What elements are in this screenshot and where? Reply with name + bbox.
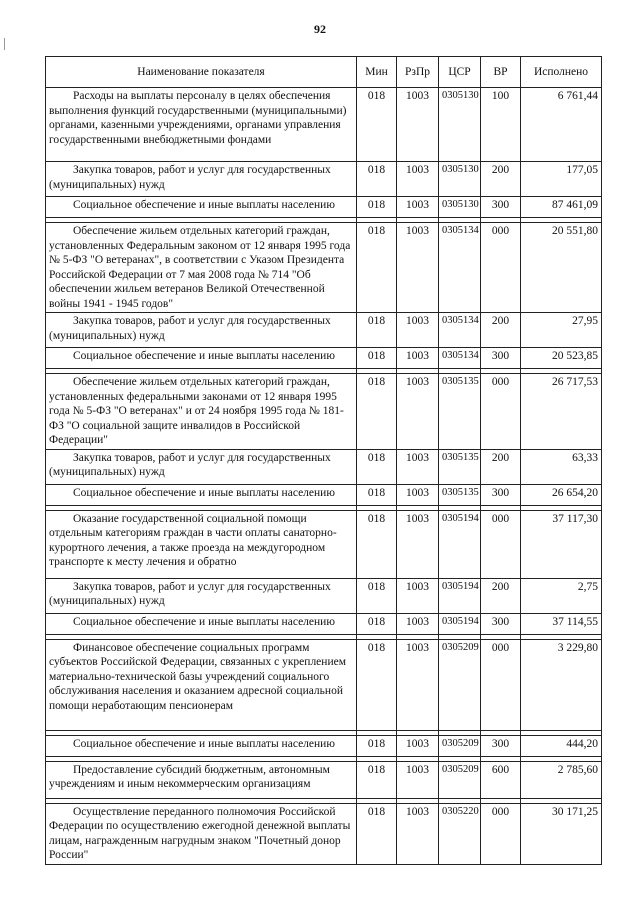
rzpr-cell: 1003 xyxy=(397,510,439,578)
table-row xyxy=(46,803,602,864)
vr-cell: 000 xyxy=(481,374,521,450)
vr-cell: 100 xyxy=(481,88,521,162)
page-number: 92 xyxy=(314,22,326,36)
indicator-name-cell xyxy=(46,374,357,450)
amount-cell: 37 117,30 xyxy=(521,510,602,578)
indicator-name-cell xyxy=(46,735,357,756)
vr-cell: 000 xyxy=(481,639,521,730)
amount-cell: 6 761,44 xyxy=(521,88,602,162)
indicator-name: Расходы на выплаты персоналу в целях обеспечения выполнения функций государственными (муниципальными) органами, казенными учреждениями, органами управления государственными внебюджетными фондами xyxy=(49,90,347,146)
table-body xyxy=(46,88,602,865)
indicator-name: Обеспечение жильем отдельных категорий граждан, установленных федеральными законами от 12 января 1995 года № 5-ФЗ "О ветеранах" и от 24 ноября 1995 года № 181-ФЗ "О социальной защите инвалидов в Российской Федерации" xyxy=(49,376,344,446)
amount-cell: 30 171,25 xyxy=(521,803,602,864)
indicator-name-cell xyxy=(46,613,357,634)
indicator-name-cell xyxy=(46,162,357,197)
indicator-name: Социальное обеспечение и иные выплаты населению xyxy=(73,486,335,499)
indicator-name: Закупка товаров, работ и услуг для государственных (муниципальных) нужд xyxy=(49,451,331,478)
table-row xyxy=(46,313,602,348)
csr-cell: 0305209 xyxy=(439,761,481,798)
indicator-name-cell xyxy=(46,348,357,369)
vr-cell: 000 xyxy=(481,223,521,313)
csr-cell: 0305209 xyxy=(439,639,481,730)
csr-cell: 0305220 xyxy=(439,803,481,864)
indicator-name-cell xyxy=(46,197,357,218)
header-vr: ВР xyxy=(481,57,521,88)
table-row xyxy=(46,197,602,218)
amount-cell: 3 229,80 xyxy=(521,639,602,730)
amount-cell: 37 114,55 xyxy=(521,613,602,634)
csr-cell: 0305194 xyxy=(439,510,481,578)
header-csr: ЦСР xyxy=(439,57,481,88)
csr-cell: 0305194 xyxy=(439,613,481,634)
vr-cell: 300 xyxy=(481,197,521,218)
indicator-name-cell xyxy=(46,313,357,348)
indicator-name-cell xyxy=(46,88,357,162)
table-row xyxy=(46,613,602,634)
header-amount: Исполнено xyxy=(521,57,602,88)
indicator-name-cell xyxy=(46,639,357,730)
rzpr-cell: 1003 xyxy=(397,761,439,798)
indicator-name: Обеспечение жильем отдельных категорий граждан, установленных Федеральным законом от 12 января 1995 года № 5-ФЗ "О ветеранах", в соответствии с Указом Президента Российской Федерации от 7 мая 2008 года № 714 "Об обеспечении жильем ветеранов Великой Отечественной войны 1941 - 1945 годов" xyxy=(49,225,351,310)
indicator-name: Предоставление субсидий бюджетным, автономным учреждениям и иным некоммерческим организациям xyxy=(49,763,330,790)
csr-cell: 0305135 xyxy=(439,484,481,505)
table-row xyxy=(46,88,602,162)
min-cell: 018 xyxy=(357,803,397,864)
rzpr-cell: 1003 xyxy=(397,348,439,369)
indicator-name: Осуществление переданного полномочия Российской Федерации по осуществлению ежегодной денежной выплаты лицам, награжденным нагрудным знаком "Почетный донор России" xyxy=(49,805,351,861)
indicator-name: Закупка товаров, работ и услуг для государственных (муниципальных) нужд xyxy=(49,164,331,191)
indicator-name-cell xyxy=(46,578,357,613)
min-cell: 018 xyxy=(357,639,397,730)
min-cell: 018 xyxy=(357,348,397,369)
indicator-name-cell xyxy=(46,761,357,798)
table-row xyxy=(46,578,602,613)
indicator-name: Финансовое обеспечение социальных программ субъектов Российской Федерации, связанных с укреплением материально-технической базы учреждений социального обслуживания населения и оказанием адресной социальной помощи неработающим пенсионерам xyxy=(49,641,346,712)
amount-cell: 26 717,53 xyxy=(521,374,602,450)
min-cell: 018 xyxy=(357,761,397,798)
table-row xyxy=(46,510,602,578)
indicator-name: Социальное обеспечение и иные выплаты населению xyxy=(73,615,335,628)
vr-cell: 200 xyxy=(481,449,521,484)
csr-cell: 0305135 xyxy=(439,374,481,450)
min-cell: 018 xyxy=(357,484,397,505)
vr-cell: 300 xyxy=(481,484,521,505)
csr-cell: 0305130 xyxy=(439,197,481,218)
header-min: Мин xyxy=(357,57,397,88)
csr-cell: 0305194 xyxy=(439,578,481,613)
min-cell: 018 xyxy=(357,510,397,578)
expenditure-table xyxy=(45,56,602,865)
csr-cell: 0305134 xyxy=(439,223,481,313)
table-row xyxy=(46,761,602,798)
indicator-name-cell xyxy=(46,449,357,484)
amount-cell: 63,33 xyxy=(521,449,602,484)
margin-mark xyxy=(4,38,5,50)
table-row xyxy=(46,484,602,505)
rzpr-cell: 1003 xyxy=(397,197,439,218)
rzpr-cell: 1003 xyxy=(397,484,439,505)
table-row xyxy=(46,374,602,450)
table-row xyxy=(46,162,602,197)
indicator-name: Закупка товаров, работ и услуг для государственных (муниципальных) нужд xyxy=(49,315,331,342)
rzpr-cell: 1003 xyxy=(397,613,439,634)
indicator-name-cell xyxy=(46,510,357,578)
vr-cell: 200 xyxy=(481,578,521,613)
min-cell: 018 xyxy=(357,735,397,756)
amount-cell: 177,05 xyxy=(521,162,602,197)
min-cell: 018 xyxy=(357,374,397,450)
min-cell: 018 xyxy=(357,223,397,313)
indicator-name-cell xyxy=(46,484,357,505)
table-header-row xyxy=(46,57,602,88)
amount-cell: 26 654,20 xyxy=(521,484,602,505)
rzpr-cell: 1003 xyxy=(397,374,439,450)
indicator-name: Закупка товаров, работ и услуг для государственных (муниципальных) нужд xyxy=(49,580,331,607)
amount-cell: 87 461,09 xyxy=(521,197,602,218)
min-cell: 018 xyxy=(357,88,397,162)
header-rzpr: РзПр xyxy=(397,57,439,88)
vr-cell: 200 xyxy=(481,313,521,348)
table-row xyxy=(46,348,602,369)
table-row xyxy=(46,449,602,484)
csr-cell: 0305130 xyxy=(439,88,481,162)
min-cell: 018 xyxy=(357,613,397,634)
amount-cell: 2 785,60 xyxy=(521,761,602,798)
rzpr-cell: 1003 xyxy=(397,449,439,484)
indicator-name: Социальное обеспечение и иные выплаты населению xyxy=(73,199,335,211)
amount-cell: 20 551,80 xyxy=(521,223,602,313)
table-row xyxy=(46,735,602,756)
rzpr-cell: 1003 xyxy=(397,578,439,613)
indicator-name-cell xyxy=(46,223,357,313)
vr-cell: 300 xyxy=(481,735,521,756)
csr-cell: 0305130 xyxy=(439,162,481,197)
amount-cell: 444,20 xyxy=(521,735,602,756)
vr-cell: 200 xyxy=(481,162,521,197)
vr-cell: 000 xyxy=(481,803,521,864)
min-cell: 018 xyxy=(357,578,397,613)
rzpr-cell: 1003 xyxy=(397,88,439,162)
csr-cell: 0305134 xyxy=(439,348,481,369)
vr-cell: 300 xyxy=(481,348,521,369)
amount-cell: 20 523,85 xyxy=(521,348,602,369)
rzpr-cell: 1003 xyxy=(397,803,439,864)
rzpr-cell: 1003 xyxy=(397,735,439,756)
header-name: Наименование показателя xyxy=(46,57,357,88)
rzpr-cell: 1003 xyxy=(397,162,439,197)
csr-cell: 0305135 xyxy=(439,449,481,484)
vr-cell: 300 xyxy=(481,613,521,634)
csr-cell: 0305209 xyxy=(439,735,481,756)
table-row xyxy=(46,223,602,313)
amount-cell: 2,75 xyxy=(521,578,602,613)
min-cell: 018 xyxy=(357,197,397,218)
indicator-name-cell xyxy=(46,803,357,864)
indicator-name: Социальное обеспечение и иные выплаты населению xyxy=(73,737,335,750)
vr-cell: 600 xyxy=(481,761,521,798)
rzpr-cell: 1003 xyxy=(397,223,439,313)
rzpr-cell: 1003 xyxy=(397,639,439,730)
table-row xyxy=(46,639,602,730)
indicator-name: Оказание государственной социальной помощи отдельным категориям граждан в части оплаты санаторно-курортного лечения, а также проезда на междугородном транспорте к месту лечения и обратно xyxy=(49,512,337,568)
min-cell: 018 xyxy=(357,449,397,484)
min-cell: 018 xyxy=(357,313,397,348)
vr-cell: 000 xyxy=(481,510,521,578)
csr-cell: 0305134 xyxy=(439,313,481,348)
amount-cell: 27,95 xyxy=(521,313,602,348)
min-cell: 018 xyxy=(357,162,397,197)
rzpr-cell: 1003 xyxy=(397,313,439,348)
indicator-name: Социальное обеспечение и иные выплаты населению xyxy=(73,350,335,362)
